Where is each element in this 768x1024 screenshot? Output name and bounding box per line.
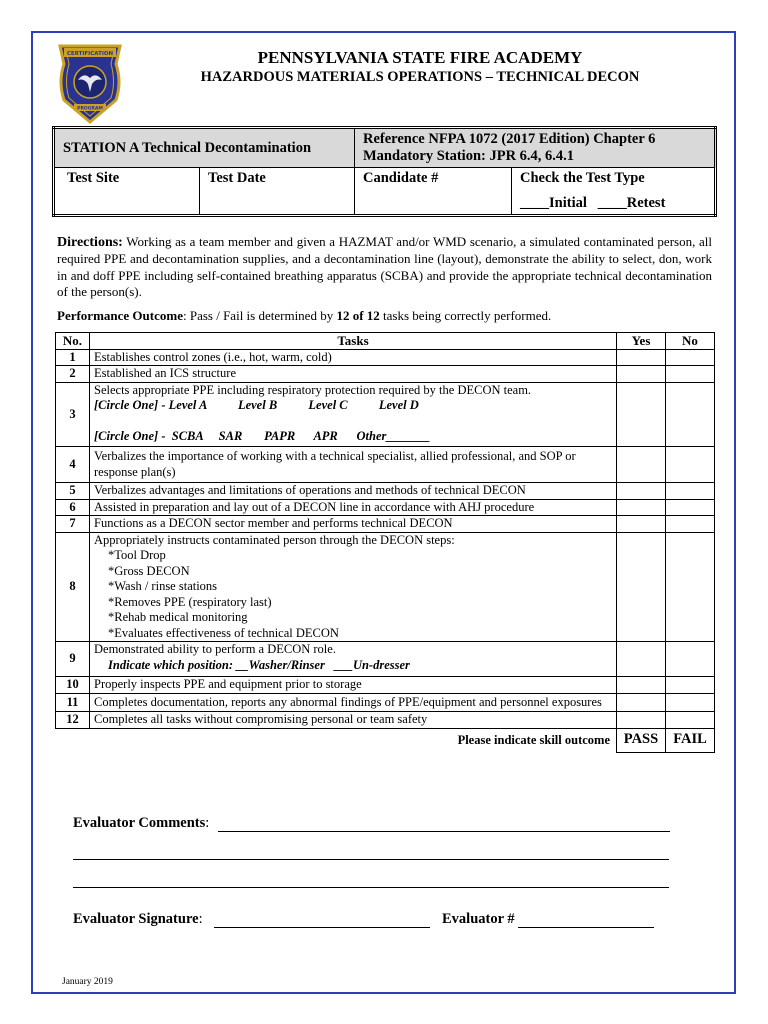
task-number: 7 bbox=[56, 516, 90, 533]
col-no-header: No. bbox=[56, 333, 90, 350]
performance-label: Performance Outcome bbox=[57, 308, 183, 323]
task-number: 11 bbox=[56, 693, 90, 712]
respirator-options: [Circle One] - SCBA SAR PAPR APR Other_______ bbox=[94, 428, 431, 443]
col-yes-header: Yes bbox=[617, 333, 666, 350]
no-checkbox[interactable] bbox=[666, 677, 715, 694]
page-title: PENNSYLVANIA STATE FIRE ACADEMY bbox=[257, 48, 583, 67]
table-row bbox=[56, 677, 715, 694]
comments-line-2[interactable] bbox=[73, 859, 669, 860]
position-options: Indicate which position: __Washer/Rinser ___Un-dresser bbox=[108, 657, 410, 672]
task-number: 8 bbox=[56, 532, 90, 642]
evaluator-number-line[interactable] bbox=[518, 927, 654, 928]
station-header-table bbox=[52, 126, 717, 217]
table-row bbox=[56, 642, 715, 677]
yes-checkbox[interactable] bbox=[617, 447, 666, 483]
task-text: Established an ICS structure bbox=[90, 366, 617, 383]
task-number: 2 bbox=[56, 366, 90, 383]
outcome-label: Please indicate skill outcome bbox=[457, 732, 610, 747]
task-text-cell bbox=[90, 642, 617, 677]
task-text: Verbalizes the importance of working with a technical specialist, allied professional, and SOP or response plan(s) bbox=[90, 447, 617, 483]
task-text: Functions as a DECON sector member and performs technical DECON bbox=[90, 516, 617, 533]
task-text: Completes documentation, reports any abnormal findings of PPE/equipment and personnel exposures bbox=[90, 693, 617, 712]
yes-checkbox[interactable] bbox=[617, 642, 666, 677]
no-checkbox[interactable] bbox=[666, 516, 715, 533]
signature-line[interactable] bbox=[214, 927, 430, 928]
candidate-field[interactable] bbox=[355, 168, 512, 216]
decon-step: *Wash / rinse stations bbox=[108, 579, 218, 593]
test-site-field[interactable] bbox=[54, 168, 200, 216]
directions-text: Working as a team member and given a HAZMAT and/or WMD scenario, a simulated contaminated person, all required PPE and decontamination supplies, and a decontamination line (layout), demonstrate the ability to select, don, work in and doff PPE including self-contained breathing apparatus (SCBA) and provide the appropriate technical decontamination of the person(s). bbox=[57, 234, 712, 299]
no-checkbox[interactable] bbox=[666, 693, 715, 712]
table-row bbox=[56, 366, 715, 383]
directions-label: Directions: bbox=[57, 235, 123, 250]
table-row bbox=[56, 447, 715, 483]
task-number: 9 bbox=[56, 642, 90, 677]
table-row bbox=[56, 349, 715, 366]
col-no2-header: No bbox=[666, 333, 715, 350]
outcome-row bbox=[56, 728, 715, 752]
task-text: Establishes control zones (i.e., hot, warm, cold) bbox=[90, 349, 617, 366]
table-row bbox=[56, 382, 715, 447]
initial-option[interactable]: ____Initial bbox=[520, 195, 587, 211]
no-checkbox[interactable] bbox=[666, 447, 715, 483]
col-tasks-header: Tasks bbox=[90, 333, 617, 350]
no-checkbox[interactable] bbox=[666, 382, 715, 447]
task-number: 4 bbox=[56, 447, 90, 483]
reference-line-2: Mandatory Station: JPR 6.4, 6.4.1 bbox=[363, 148, 575, 164]
decon-step: *Evaluates effectiveness of technical DECON bbox=[108, 625, 339, 640]
yes-checkbox[interactable] bbox=[617, 499, 666, 516]
task-number: 6 bbox=[56, 499, 90, 516]
task-text: Appropriately instructs contaminated person through the DECON steps: bbox=[94, 532, 455, 547]
no-checkbox[interactable] bbox=[666, 349, 715, 366]
candidate-label: Candidate # bbox=[363, 170, 439, 186]
reference-cell bbox=[355, 128, 716, 168]
test-date-label: Test Date bbox=[208, 170, 266, 186]
task-text-cell bbox=[90, 382, 617, 447]
evaluator-comments-label: Evaluator Comments: bbox=[73, 815, 210, 831]
performance-outcome bbox=[57, 308, 712, 324]
no-checkbox[interactable] bbox=[666, 532, 715, 642]
no-checkbox[interactable] bbox=[666, 366, 715, 383]
fail-option[interactable]: FAIL bbox=[666, 728, 715, 752]
performance-count: 12 of 12 bbox=[336, 308, 380, 323]
pass-option[interactable]: PASS bbox=[617, 728, 666, 752]
yes-checkbox[interactable] bbox=[617, 516, 666, 533]
reference-line-1: Reference NFPA 1072 (2017 Edition) Chapter 6 bbox=[363, 131, 656, 147]
task-text: Assisted in preparation and lay out of a DECON line in accordance with AHJ procedure bbox=[90, 499, 617, 516]
directions-paragraph bbox=[57, 234, 712, 300]
evaluator-number-label: Evaluator # bbox=[442, 911, 515, 927]
performance-text: : Pass / Fail is determined by bbox=[182, 308, 337, 323]
svg-text:PROGRAM: PROGRAM bbox=[77, 106, 103, 112]
task-number: 10 bbox=[56, 677, 90, 694]
comments-line-3[interactable] bbox=[73, 887, 669, 888]
performance-text-end: tasks being correctly performed. bbox=[379, 308, 552, 323]
table-row bbox=[56, 712, 715, 729]
table-row bbox=[56, 693, 715, 712]
task-number: 1 bbox=[56, 349, 90, 366]
evaluator-signature-label: Evaluator Signature: bbox=[73, 911, 203, 927]
task-text: Demonstrated ability to perform a DECON role. bbox=[94, 642, 336, 656]
pa-keystone-seal-logo bbox=[56, 42, 124, 124]
page-subtitle: HAZARDOUS MATERIALS OPERATIONS – TECHNICAL DECON bbox=[200, 69, 640, 85]
no-checkbox[interactable] bbox=[666, 712, 715, 729]
station-title: STATION A Technical Decontamination bbox=[54, 128, 355, 168]
svg-text:CERTIFICATION: CERTIFICATION bbox=[66, 51, 114, 57]
test-site-label: Test Site bbox=[67, 170, 120, 186]
task-text: Verbalizes advantages and limitations of operations and methods of technical DECON bbox=[90, 483, 617, 500]
decon-step: *Removes PPE (respiratory last) bbox=[108, 594, 272, 609]
yes-checkbox[interactable] bbox=[617, 532, 666, 642]
task-number: 5 bbox=[56, 483, 90, 500]
task-number: 12 bbox=[56, 712, 90, 729]
yes-checkbox[interactable] bbox=[617, 483, 666, 500]
task-number: 3 bbox=[56, 382, 90, 447]
table-row bbox=[56, 532, 715, 642]
task-text-cell bbox=[90, 532, 617, 642]
decon-step: *Rehab medical monitoring bbox=[108, 610, 248, 624]
yes-checkbox[interactable] bbox=[617, 693, 666, 712]
task-text: Completes all tasks without compromising personal or team safety bbox=[90, 712, 617, 729]
yes-checkbox[interactable] bbox=[617, 366, 666, 383]
footer-date: January 2019 bbox=[62, 977, 113, 987]
test-type-cell bbox=[512, 168, 716, 216]
retest-option[interactable]: ____Retest bbox=[597, 195, 666, 211]
no-checkbox[interactable] bbox=[666, 483, 715, 500]
task-text: Selects appropriate PPE including respiratory protection required by the DECON team. bbox=[94, 382, 532, 397]
no-checkbox[interactable] bbox=[666, 499, 715, 516]
table-row bbox=[56, 499, 715, 516]
table-header-row bbox=[56, 333, 715, 350]
table-row bbox=[56, 483, 715, 500]
table-row bbox=[56, 516, 715, 533]
decon-step: *Tool Drop bbox=[108, 548, 166, 562]
level-options: [Circle One] - Level A Level B Level C Level D bbox=[94, 398, 419, 412]
task-text: Properly inspects PPE and equipment prior to storage bbox=[90, 677, 617, 694]
comments-line-1[interactable] bbox=[218, 831, 670, 832]
yes-checkbox[interactable] bbox=[617, 677, 666, 694]
test-type-label: Check the Test Type bbox=[520, 170, 645, 186]
tasks-table bbox=[55, 332, 715, 753]
yes-checkbox[interactable] bbox=[617, 349, 666, 366]
test-date-field[interactable] bbox=[200, 168, 355, 216]
decon-step: *Gross DECON bbox=[108, 563, 190, 578]
yes-checkbox[interactable] bbox=[617, 712, 666, 729]
no-checkbox[interactable] bbox=[666, 642, 715, 677]
yes-checkbox[interactable] bbox=[617, 382, 666, 447]
